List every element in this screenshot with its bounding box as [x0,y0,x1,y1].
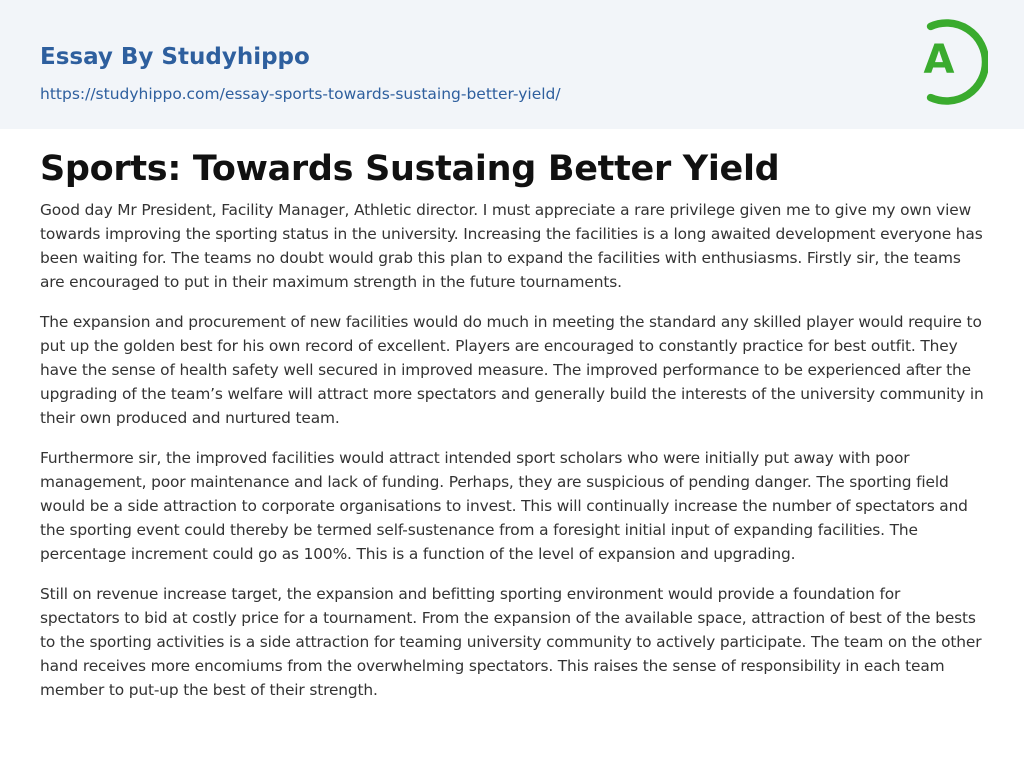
essay-url-link[interactable]: https://studyhippo.com/essay-sports-towards-sustaing-better-yield/ [40,85,561,103]
article-paragraph: Good day Mr President, Facility Manager, Athletic director. I must appreciate a rare privilege given me to give my own view towards improving the sporting status in the university. Increasing the facilities is a long awaited development everyone has been waiting for. The teams no doubt would grab this plan to expand the facilities with enthusiasms. Firstly sir, the teams are encouraged to put in their maximum strength in the future tournaments. [40,201,983,291]
article [0,147,1024,702]
site-name[interactable]: Essay By Studyhippo [40,44,310,70]
studyhippo-logo-icon[interactable] [910,17,988,107]
site-header [0,0,1024,129]
logo-letter: A [923,37,955,83]
article-paragraph: Still on revenue increase target, the expansion and befitting sporting environment would provide a foundation for spectators to bid at costly price for a tournament. From the expansion of the available space, attraction of best of the bests to the sporting activities is a side attraction for teaming university community to actively participate. The team on the other hand receives more encomiums from the overwhelming spectators. This raises the sense of responsibility in each team member to put-up the best of their strength. [40,585,982,699]
article-title: Sports: Towards Sustaing Better Yield [40,149,780,189]
article-paragraph: The expansion and procurement of new facilities would do much in meeting the standard any skilled player would require to put up the golden best for his own record of excellent. Players are encouraged to constantly practice for best outfit. They have the sense of health safety well secured in improved measure. The improved performance to be experienced after the upgrading of the team’s welfare will attract more spectators and generally build the interests of the university community in their own produced and nurtured team. [40,313,984,427]
article-paragraph: Furthermore sir, the improved facilities would attract intended sport scholars who were initially put away with poor management, poor maintenance and lack of funding. Perhaps, they are suspicious of pending danger. The sporting field would be a side attraction to corporate organisations to invest. This will continually increase the number of spectators and the sporting event could thereby be termed self-sustenance from a foresight initial input of expanding facilities. The percentage increment could go as 100%. This is a function of the level of expansion and upgrading. [40,449,968,563]
